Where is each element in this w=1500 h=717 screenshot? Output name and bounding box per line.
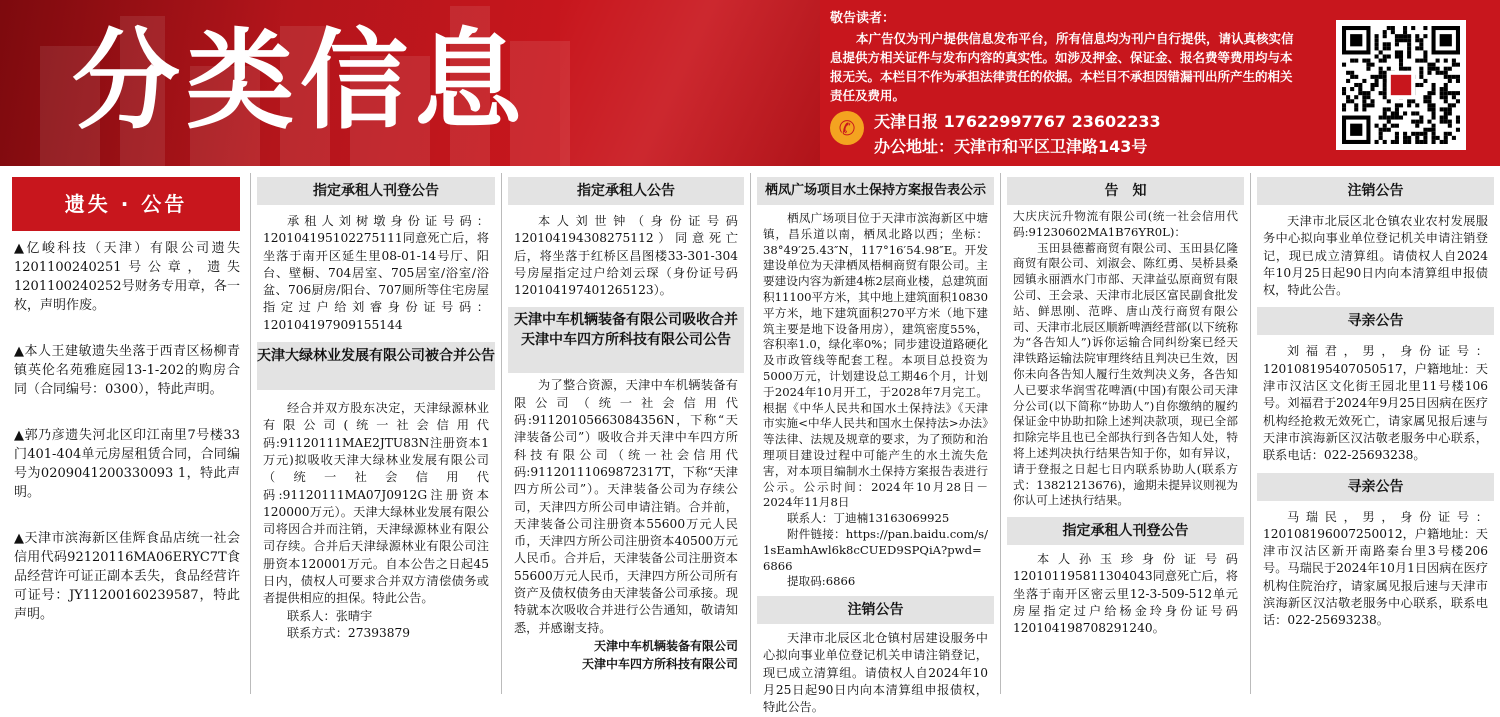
list-item: ▲郭乃彦遗失河北区印江南里7号楼33门401-404单元房屋租赁合同，合同编号为0209041200330093 1，特此声明。 bbox=[14, 428, 240, 500]
qr-code-icon bbox=[1336, 20, 1466, 150]
notice-text: 经合并双方股东决定，天津绿源林业有限公司(统一社会信用代码:91120111MAE2JTU83N注册资本1万元)拟吸收天津大绿林业发展有限公司（统一社会信用代码:91120111MA07J0912G注册资本120000万元）。天津大绿林业发展有限公司将因合并而注销，天津绿源林业有限公司存续。合并后天津绿源林业有限公司注册资本120001万元。自本公告之日起45日内，债权人可要求合并双方清偿债务或者提供相应的担保。特此公告。 bbox=[263, 401, 489, 606]
notice-heading: 指定承租人公告 bbox=[508, 177, 744, 205]
notice-text: 本人刘世钟（身份证号码120104194308275112）同意死亡后，将坐落于红桥区昌图楼33-301-304号房屋指定过户给刘云琛（身份证号码120104197401265123）。 bbox=[514, 214, 738, 298]
notice-heading: 指定承租人刊登公告 bbox=[257, 177, 495, 205]
notice-text: 玉田县德蓄商贸有限公司、玉田县亿隆商贸有限公司、刘淑会、陈红勇、吴桥县桑园镇永丽酒水门市部、天津益弘原商贸有限公司、王会录、天津市北辰区富民副食批发站、鲜思刚、范晔、唐山茂行商贸有限公司、天津市北辰区顺新啤酒经营部(以下统称为“各告知人”)诉你运输合同纠纷案已经天津铁路运输法院审理终结且判决已生效，因你未向各告知人履行生效判决义务，各告知人已要求华润雪花啤酒(中国)有限公司天津分公司(以下简称“协助人”)自你缴纳的履约保证金中协助扣除上述判决款项，现已全部扣除完毕且也已全部执行到各告知人处，特将上述判决执行结果告知于你，如有异议，请于登报之日起七日内联系协助人(联系方式：13821213676)，逾期未提异议则视为你认可上述执行结果。 bbox=[1013, 240, 1238, 508]
notice-text: 栖凤广场项目位于天津市滨海新区中塘镇，昌乐道以南，栖凤北路以西；坐标：38°49′25.43″N，117°16′54.98″E。开发建设单位为天津栖凤梧桐商贸有限公司。主要建设内容为新建4栋2层商业楼，总建筑面积11100平方米，其中地上建筑面积10830平方米，地下建筑面积270平方米（地下建筑主要是地下设备用房），建筑密度55%，容积率1.0，绿化率0%；同步建设道路硬化及市政管线等配套工程。本项目总投资为5000万元，计划建设总工期46个月，计划于2024年10月开工，于2028年7月完工。根据《中华人民共和国水土保持法》《天津市实施<中华人民共和国水土保持法>办法》等法律、法规及规章的要求，为了预防和治理项目建设过程中可能产生的水土流失危害，对本项目编制水土保持方案报告表进行公示。公示时间：2024年10月28日－2024年11月8日 bbox=[763, 211, 988, 510]
notice-heading: 天津大绿林业发展有限公司被合并公告 bbox=[257, 342, 495, 390]
notice-text: 马瑞民，男，身份证号：120108196007250012，户籍地址：天津市汉沽区新开南路秦台里3号楼206号。马瑞民于2024年10月1日因病在医疗机构住院治疗，请家属见报后速与天津市滨海新区汉沽敬老服务中心联系，联系电话：022-25693238。 bbox=[1263, 509, 1488, 628]
signature: 天津中车机辆装备有限公司 bbox=[593, 638, 738, 653]
notice-text: 天津市北辰区北仓镇农业农村发展服务中心拟向事业单位登记机关申请注销登记，现已成立清算组。请债权人自2024年10月25日起90日内向本清算组申报债权，特此公告。 bbox=[1263, 214, 1488, 298]
list-item: ▲亿峻科技（天津）有限公司遗失1201100240251号公章，遗失1201100240252号财务专用章，各一枚，声明作废。 bbox=[14, 241, 240, 313]
notice-text: 本人孙玉珍身份证号码120101195811304043同意死亡后，将坐落于南开区密云里12-3-509-512单元房屋指定过户给杨金玲身份证号码120104198708291240。 bbox=[1013, 552, 1238, 636]
notice-heading: 告 知 bbox=[1007, 177, 1244, 205]
phone-icon: ✆ bbox=[830, 111, 864, 145]
column-lost-notices bbox=[0, 173, 250, 694]
column-6 bbox=[1251, 173, 1500, 694]
signature: 天津中车四方所科技有限公司 bbox=[581, 656, 738, 671]
notice-text: 刘福君，男，身份证号：120108195407050517，户籍地址：天津市汉沽区文化街王园北里11号楼106号。刘福君于2024年9月25日因病在医疗机构经抢救无效死亡，请家属见报后速与天津市滨海新区汉沽敬老服务中心联系，联系电话：022-25693238。 bbox=[1263, 344, 1488, 463]
reader-notice bbox=[830, 10, 1300, 105]
contact-phone-line: 天津日报 17622997767 23602233 bbox=[874, 112, 1161, 131]
notice-heading: 注销公告 bbox=[1257, 177, 1494, 205]
notice-text: 大庆庆沅升物流有限公司(统一社会信用代码:91230602MA1B76YR0L)： bbox=[1013, 209, 1238, 239]
contact-address-line: 办公地址：天津市和平区卫津路143号 bbox=[874, 137, 1148, 156]
notice-heading: 栖凤广场项目水土保持方案报告表公示 bbox=[757, 177, 994, 205]
notice-text: 天津市北辰区北仓镇村居建设服务中心拟向事业单位登记机关申请注销登记，现已成立清算组。请债权人自2024年10月25日起90日内向本清算组申报债权，特此公告。 bbox=[763, 631, 988, 715]
notice-text: 承租人刘树墩身份证号码：120104195102275111同意死亡后，将坐落于南开区延生里08-01-14号厅、阳台、壁橱、704居室、705居室/浴室/浴盆、706厨房/阳台、707厕所等住宅房屋指定过户给刘睿身份证号码：120104197909155144 bbox=[263, 214, 489, 332]
notice-text: 提取码:6866 bbox=[787, 574, 856, 589]
section-title: 分类信息 bbox=[72, 19, 529, 144]
notice-text: 联系人：丁迪楠13163069925 bbox=[787, 511, 950, 526]
notice-heading: 指定承租人刊登公告 bbox=[1007, 517, 1244, 545]
column-3 bbox=[502, 173, 750, 694]
notice-heading: 天津中车机辆装备有限公司吸收合并天津中车四方所科技有限公司公告 bbox=[508, 307, 744, 373]
notice-heading: 寻亲公告 bbox=[1257, 307, 1494, 335]
header-banner bbox=[0, 0, 1500, 166]
list-item: ▲本人王建敏遗失坐落于西青区杨柳青镇英伦名苑雅庭园13-1-202的购房合同（合同编号：0300），特此声明。 bbox=[14, 344, 240, 397]
notice-heading: 注销公告 bbox=[757, 596, 994, 624]
lost-notice-heading: 遗失 · 公告 bbox=[12, 177, 240, 231]
list-item: ▲天津市滨海新区佳辉食品店统一社会信用代码92120116MA06ERYC7T食品经营许可证正副本丢失，食品经营许可证号：JY11200160239587，特此声明。 bbox=[14, 531, 240, 622]
notice-heading: 敬告读者： bbox=[830, 11, 896, 26]
notice-link: 附件链接：https://pan.baidu.com/s/1sEamhAwl6k8cCUED9SPQiA?pwd=6866 bbox=[763, 526, 988, 573]
column-5 bbox=[1001, 173, 1250, 694]
contact-phone: 联系方式：27393879 bbox=[287, 625, 410, 640]
decorative-stripe bbox=[560, 0, 820, 166]
contact-person: 联系人：张晴宇 bbox=[287, 608, 373, 623]
column-2 bbox=[251, 173, 501, 694]
notice-heading: 寻亲公告 bbox=[1257, 473, 1494, 501]
column-4 bbox=[751, 173, 1000, 715]
notice-body: 本广告仅为刊户提供信息发布平台，所有信息均为刊户自行提供，请认真核实信息提供方相关证件与发布内容的真实性。如涉及押金、保证金、报名费等费用均与本报无关。本栏目不作为承担法律责任的依据。本栏目不承担因错漏刊出所产生的相关责任及费用。 bbox=[830, 31, 1294, 103]
notice-text: 为了整合资源，天津中车机辆装备有限公司（统一社会信用代码:91120105663084356N，下称“天津装备公司”）吸收合并天津中车四方所科技有限公司（统一社会信用代码:91120111069872317T，下称“天津四方所公司”）。天津装备公司为存续公司，天津四方所公司申请注销。合并前，天津装备公司注册资本55600万元人民币，天津四方所公司注册资本40500万元人民币。合并后，天津装备公司注册资本55600万元人民币，天津四方所公司所有资产及债权债务由天津装备公司承接。现特就本次吸收合并进行公告通知，敬请知悉，并感谢支持。 bbox=[514, 378, 738, 635]
